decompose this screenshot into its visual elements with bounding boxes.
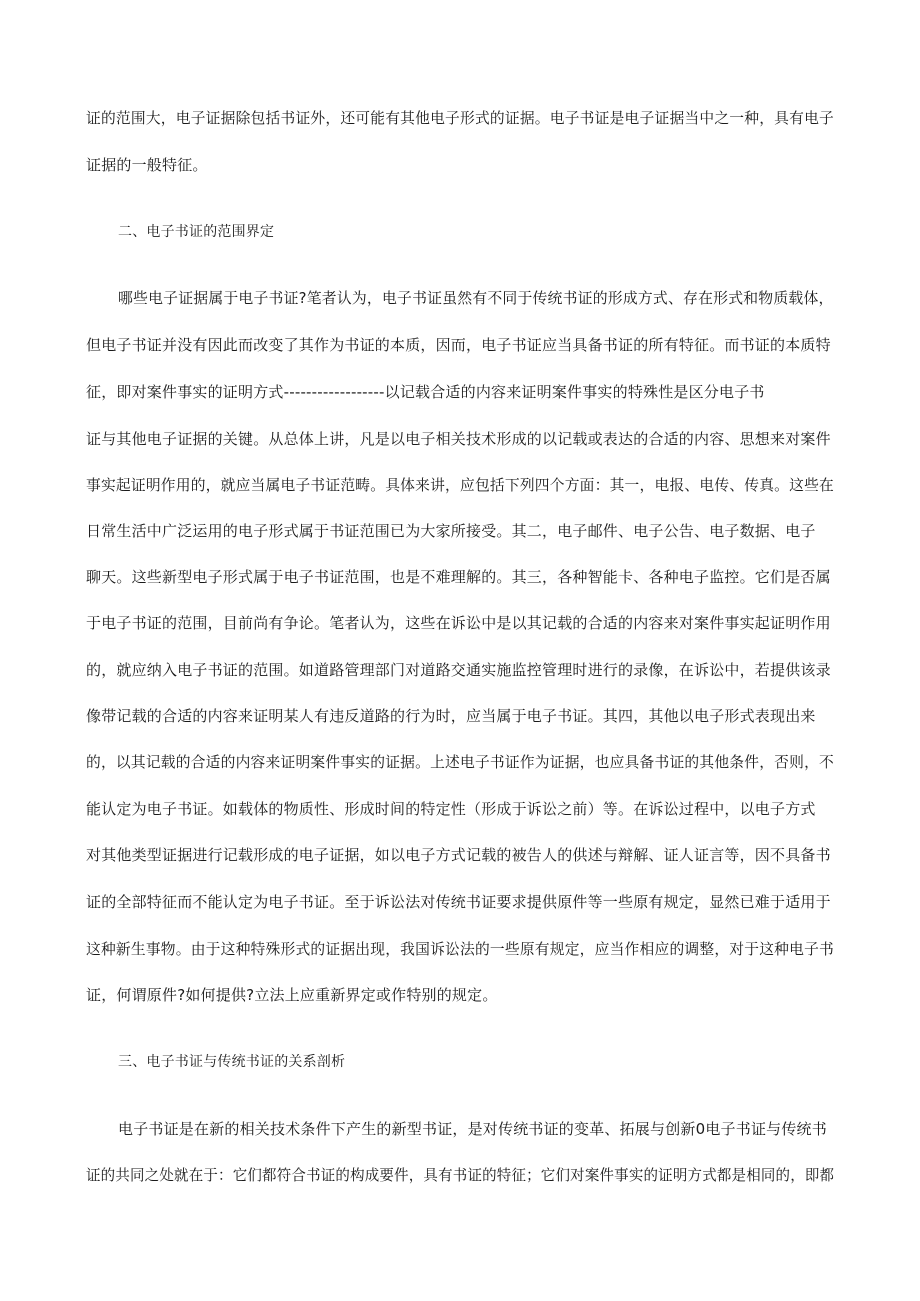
text-line: 的，就应纳入电子书证的范围。如道路管理部门对道路交通实施监控管理时进行的录像，在诉讼中，若提供该录 (86, 661, 831, 679)
text-line: 但电子书证并没有因此而改变了其作为书证的本质，因而，电子书证应当具备书证的所有特征。而书证的本质特 (86, 336, 831, 354)
text-line: 于电子书证的范围，目前尚有争论。笔者认为，这些在诉讼中是以其记载的合适的内容来对案件事实起证明作用 (86, 614, 831, 632)
section-heading: 三、电子书证与传统书证的关系剖析 (118, 1054, 346, 1070)
text-line: 这种新生事物。由于这种特殊形式的证据出现，我国诉讼法的一些原有规定，应当作相应的调整，对于这种电子书 (86, 940, 835, 958)
text-line: 征，即对案件事实的证明方式------------------以记载合适的内容来证明案件事实的特殊性是区分电子书 (86, 383, 765, 401)
paragraph-first-line: 哪些电子证据属于电子书证?笔者认为，电子书证虽然有不同于传统书证的形成方式、存在形式和物质载体， (118, 289, 834, 307)
text-line: 对其他类型证据进行记载形成的电子证据，如以电子方式记载的被告人的供述与辩解、证人证言等，因不具备书 (86, 846, 831, 864)
text-line: 证的范围大，电子证据除包括书证外，还可能有其他电子形式的证据。电子书证是电子证据当中之一种，具有电子 (86, 109, 835, 127)
text-line: 证据的一般特征。 (86, 156, 208, 174)
text-line: 事实起证明作用的，就应当属电子书证范畴。具体来讲，应包括下列四个方面：其一，电报、电传、传真。这些在 (86, 476, 835, 494)
text-line: 证的全部特征而不能认定为电子书证。至于诉讼法对传统书证要求提供原件等一些原有规定，显然已难于适用于 (86, 893, 831, 911)
text-line: 证与其他电子证据的关键。从总体上讲，凡是以电子相关技术形成的以记载或表达的合适的内容、思想来对案件 (86, 430, 831, 448)
text-line: 像带记载的合适的内容来证明某人有违反道路的行为时，应当属于电子书证。其四，其他以电子形式表现出来 (86, 707, 816, 725)
text-line: 日常生活中广泛运用的电子形式属于书证范围已为大家所接受。其二，电子邮件、电子公告、电子数据、电子 (86, 522, 816, 540)
text-line: 能认定为电子书证。如载体的物质性、形成时间的特定性（形成于诉讼之前）等。在诉讼过程中，以电子方式 (86, 800, 816, 818)
section-heading: 二、电子书证的范围界定 (118, 224, 275, 240)
text-line: 聊天。这些新型电子形式属于电子书证范围，也是不难理解的。其三，各种智能卡、各种电子监控。它们是否属 (86, 568, 831, 586)
text-line: 证，何谓原件?如何提供?立法上应重新界定或作特别的规定。 (86, 986, 498, 1004)
paragraph-first-line: 电子书证是在新的相关技术条件下产生的新型书证，是对传统书证的变革、拓展与创新0电子书证与传统书 (118, 1120, 827, 1138)
text-line: 的，以其记载的合适的内容来证明案件事实的证据。上述电子书证作为证据，也应具备书证的其他条件，否则，不 (86, 753, 835, 771)
text-line: 证的共同之处就在于：它们都符合书证的构成要件，具有书证的特征；它们对案件事实的证明方式都是相同的，即都 (86, 1166, 835, 1184)
